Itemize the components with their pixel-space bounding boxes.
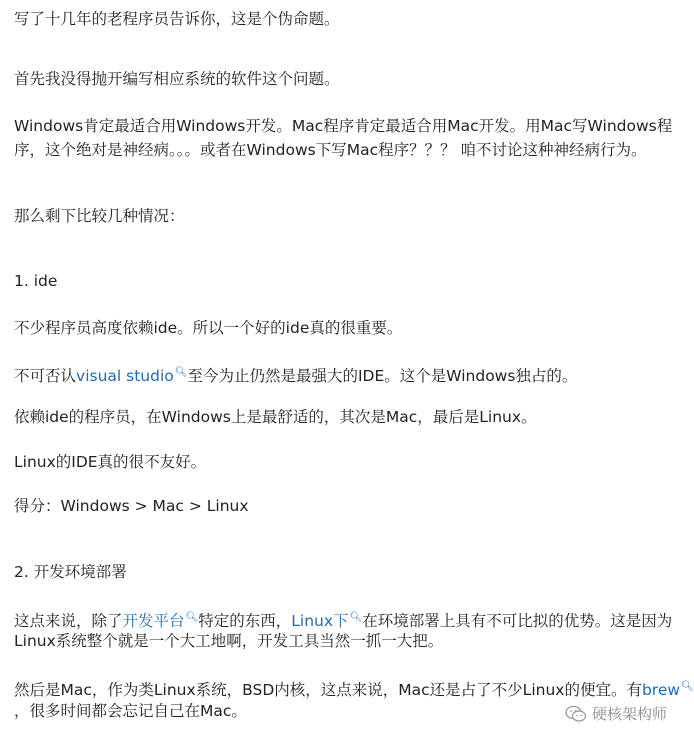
watermark [565,703,667,724]
paragraph: Linux系统整个就是一个大工地啊，开发工具当然一抓一大把。 [14,632,444,650]
search-icon[interactable]: 🔍︎ [349,612,363,623]
paragraph: ，很多时间都会忘记自己在Mac。 [14,702,247,720]
paragraph [14,363,577,386]
link-label[interactable]: brew [641,681,681,699]
section-heading: 2. 开发环境部署 [14,563,127,581]
text: 不可否认 [14,367,77,385]
paragraph: 不少程序员高度依赖ide。所以一个好的ide真的很重要。 [14,319,403,337]
search-icon[interactable]: 🔍︎ [174,367,188,378]
search-icon[interactable]: 🔍︎ [681,681,694,692]
paragraph: 首先我没得抛开编写相应系统的软件这个问题。 [14,70,340,88]
search-icon[interactable]: 🔍︎ [185,612,199,623]
paragraph: 写了十几年的老程序员告诉你，这是个伪命题。 [14,10,340,28]
link-dev-platform[interactable] [123,612,199,630]
paragraph [14,608,672,631]
paragraph: 序，这个绝对是神经病。。。或者在Windows下写Mac程序？？？ 咱不讨论这种神经病行为。 [14,141,647,159]
text: 这点来说，除了 [14,612,123,630]
text: 特定的东西， [198,612,292,630]
paragraph: 依赖ide的程序员，在Windows上是最舒适的，其次是Mac，最后是Linux。 [14,408,537,426]
paragraph: 那么剩下比较几种情况： [14,207,185,225]
text: 然后是Mac，作为类Linux系统，BSD内核，这点来说，Mac还是占了不少Linux的便宜。有 [14,681,642,699]
paragraph: Windows肯定最适合用Windows开发。Mac程序肯定最适合用Mac开发。用Mac写Windows程 [14,117,673,135]
text: 在环境部署上具有不可比拟的优势。这是因为 [362,612,673,630]
link-visual-studio[interactable] [76,367,187,385]
text: 至今为止仍然是最强大的IDE。这个是Windows独占的。 [187,367,578,385]
paragraph: 得分：Windows > Mac > Linux [14,497,249,515]
paragraph: Linux的IDE真的很不友好。 [14,453,207,471]
paragraph [14,677,694,700]
section-heading: 1. ide [14,272,58,290]
link-brew[interactable] [642,681,694,699]
link-label[interactable]: Linux下 [291,612,349,630]
link-label[interactable]: 开发平台 [122,612,185,630]
watermark-text: 硬核架构师 [591,705,667,723]
link-label[interactable]: visual studio [76,367,174,385]
wechat-icon [565,705,587,723]
link-linux[interactable] [291,612,362,630]
